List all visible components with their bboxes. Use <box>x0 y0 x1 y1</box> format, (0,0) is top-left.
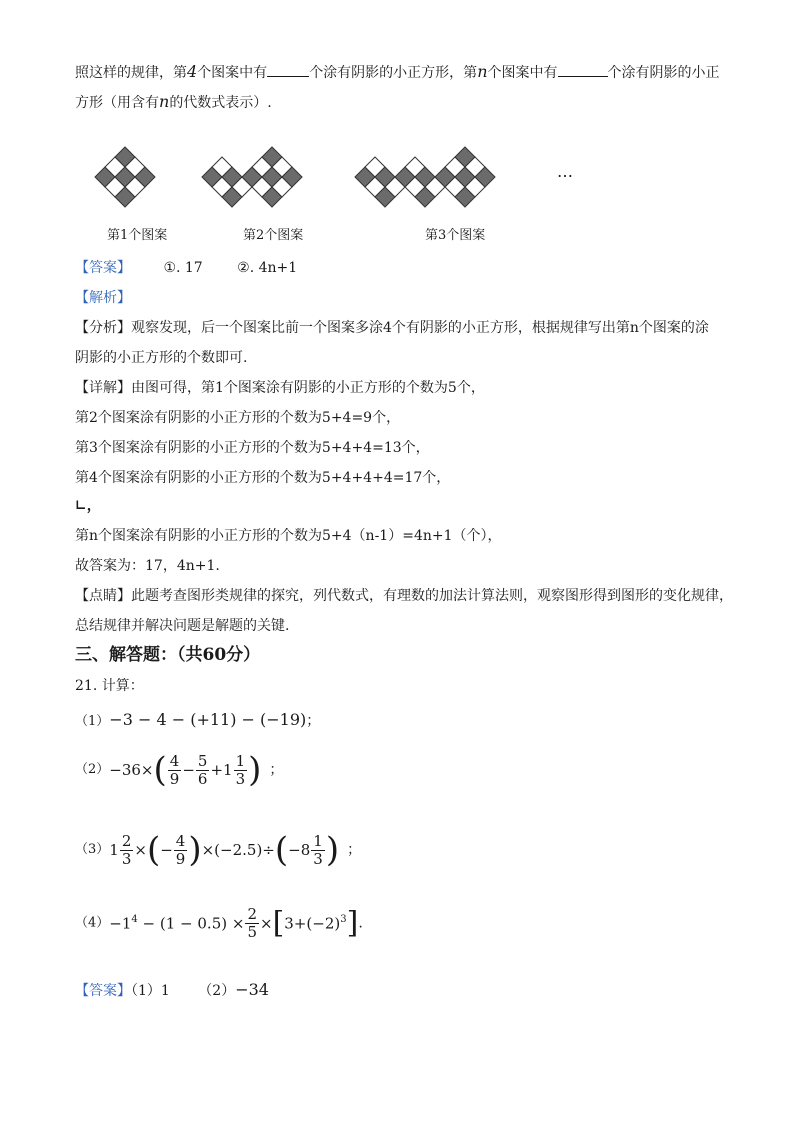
answer-blank-2[interactable] <box>558 62 608 77</box>
fenxi-line-2: 阴影的小正方形的个数即可. <box>75 350 248 366</box>
answer2-line <box>75 980 269 1001</box>
number-four: 4 <box>187 62 198 81</box>
dianjing-label: 【点睛】 <box>75 588 131 604</box>
expression: −36× <box>109 761 154 779</box>
q21-part-1 <box>75 710 320 732</box>
question-text: 个涂有阴影的小正方形，第 <box>309 65 478 81</box>
ellipsis: … <box>557 162 573 181</box>
detail-line-3: 第3个图案涂有阴影的小正方形的个数为5+4+4=13个， <box>75 440 430 456</box>
dianjing-line-1 <box>75 586 733 606</box>
part-label: （1） <box>75 714 110 729</box>
figure-caption-1: 第1个图案 <box>107 228 168 243</box>
dianjing-line-2: 总结规律并解决问题是解题的关键. <box>75 618 290 634</box>
detail-line-5: ∟， <box>75 498 101 514</box>
question-text: 个涂有阴影的小正 <box>607 65 720 81</box>
detail-line-4: 第4个图案涂有阴影的小正方形的个数为5+4+4+4=17个， <box>75 470 451 486</box>
q21-part-4: $(4)-1^4 - (1 - 0.5)$ × $\frac{2}{5}$ $\times[3+(-2)^3]$. <box>75 905 363 942</box>
figure-caption-2: 第2个图案 <box>243 228 304 243</box>
question-text: 的代数式表示）. <box>169 95 272 111</box>
detail-line-6: 第n个图案涂有阴影的小正方形的个数为5+4（n-1）=4n+1（个）， <box>75 528 502 544</box>
part-label: （3） <box>75 842 110 857</box>
question-line-1 <box>75 62 720 83</box>
answer-label: 【答案】 <box>75 260 131 276</box>
figure-caption-3: 第3个图案 <box>425 228 486 243</box>
question-text: 个图案中有 <box>197 65 268 81</box>
question-line-2 <box>75 92 272 113</box>
punct: ； <box>306 713 321 729</box>
answer-blank-1[interactable] <box>267 62 309 77</box>
variable-n: n <box>477 62 488 81</box>
answer-line <box>75 258 297 278</box>
question-text: 照这样的规律，第 <box>75 65 187 81</box>
answer-1: （1）1 <box>131 983 170 999</box>
pattern-figure-3 <box>355 147 495 207</box>
variable-n: n <box>159 92 170 111</box>
dianjing-text: 此题考查图形类规律的探究，列代数式，有理数的加法计算法则，观察图形得到图形的变化规律， <box>131 588 733 604</box>
expression: −3 − 4 − (+11) − (−19) <box>109 710 307 729</box>
fenxi-line-1 <box>75 318 709 338</box>
analysis-label: 【解析】 <box>75 290 131 306</box>
fenxi-label: 【分析】 <box>75 320 131 336</box>
q21-part-2: （2）−36×( $\frac{4}{9}$ − $\frac{5}{6}$ +1 $\frac{1}{3}$ ) ； <box>75 750 284 790</box>
detail-line-7: 故答案为：17，4n+1. <box>75 558 220 574</box>
pattern-figure-2 <box>202 147 302 207</box>
pattern-figure-1 <box>95 147 155 207</box>
q21-stem: 21. 计算： <box>75 678 144 694</box>
question-text: 个图案中有 <box>487 65 558 81</box>
q21-part-3: （3）1 $\frac{2}{3}$ ×(− $\frac{4}{9}$ )×(−2.5)÷(−8 $\frac{1}{3}$ ) ； <box>75 830 362 870</box>
detail-text: 由图可得，第1个图案涂有阴影的小正方形的个数为5个， <box>131 380 485 396</box>
section-title: 三、解答题：（共60分） <box>75 645 261 665</box>
detail-line-1 <box>75 378 485 398</box>
answer-label: 【答案】 <box>75 983 131 999</box>
part-label: （4） <box>75 915 110 931</box>
answer-2: ②. 4n+1 <box>237 260 298 276</box>
left-paren: ( <box>153 750 167 790</box>
answer-2-label: （2） <box>198 983 236 999</box>
question-text: 方形（用含有 <box>75 95 159 111</box>
answer-1: ①. 17 <box>163 260 203 276</box>
part-label: （2） <box>75 762 110 777</box>
detail-label: 【详解】 <box>75 380 131 396</box>
fenxi-text: 观察发现，后一个图案比前一个图案多涂4个有阴影的小正方形，根据规律写出第n个图案的涂 <box>131 320 709 336</box>
detail-line-2: 第2个图案涂有阴影的小正方形的个数为5+4=9个， <box>75 410 401 426</box>
answer-2-value: −34 <box>235 980 269 999</box>
right-paren: ) <box>248 750 262 790</box>
